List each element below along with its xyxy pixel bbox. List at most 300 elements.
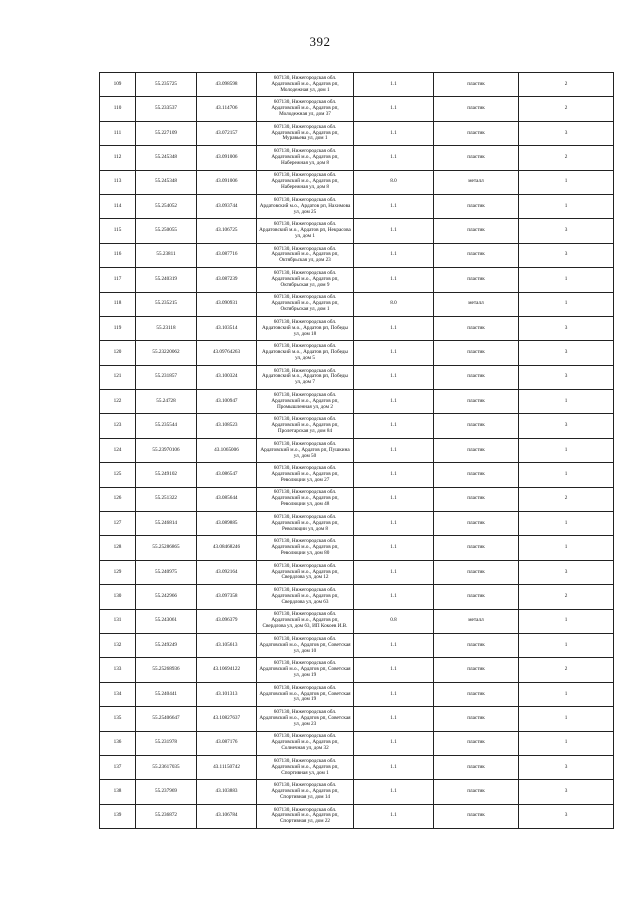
table-row (100, 585, 614, 609)
address-cell (257, 121, 354, 145)
table-row (100, 243, 614, 267)
latitude-cell: 55.251322 (136, 487, 197, 511)
material-cell: пластик (434, 268, 519, 292)
table-row (100, 194, 614, 218)
address-cell (257, 463, 354, 487)
address-line: Октябрьская ул, дом 9 (280, 281, 330, 288)
address-line: Ардатовский м.о., Ардатов рп, (271, 178, 339, 185)
latitude-cell: 55.235215 (136, 292, 197, 316)
longitude-cell: 43.09764263 (197, 341, 257, 365)
container-count-cell: 1 (519, 512, 614, 536)
material-cell: пластик (434, 97, 519, 121)
address-line: Ардатовский м.о., Ардатов рп, Нахимова (259, 202, 351, 209)
container-count-cell: 1 (519, 536, 614, 560)
latitude-cell: 55.23970106 (136, 438, 197, 462)
container-count-cell: 2 (519, 658, 614, 682)
address-line: Ардатовский м.о., Ардатов рп, Пушкина (260, 446, 350, 453)
address-line: Ардатовский м.о., Ардатов рп, (271, 397, 339, 404)
address-line: 607130, Нижегородская обл. (273, 782, 337, 789)
address-cell (257, 755, 354, 779)
material-cell: пластик (434, 633, 519, 657)
address-line: 607130, Нижегородская обл. (273, 635, 337, 642)
address-line: 607130, Нижегородская обл. (273, 343, 337, 350)
row-number-cell: 112 (100, 146, 136, 170)
table-row (100, 658, 614, 682)
volume-cell: 1.1 (354, 414, 434, 438)
address-line: Ардатовский м.о., Ардатов рп, Победы (262, 373, 348, 380)
material-cell: пластик (434, 707, 519, 731)
address-line: Ардатовский м.о., Ардатов рп, (271, 788, 339, 795)
container-count-cell: 1 (519, 731, 614, 755)
longitude-cell: 43.108523 (197, 414, 257, 438)
address-cell (257, 560, 354, 584)
address-line: Ардатовский м.о., Ардатов рп, (271, 251, 339, 258)
table-row (100, 146, 614, 170)
address-line: Спортивная ул, дом 1 (281, 769, 329, 776)
address-line: 607130, Нижегородская обл. (273, 733, 337, 740)
longitude-cell: 43.091006 (197, 170, 257, 194)
container-count-cell: 1 (519, 292, 614, 316)
volume-cell: 1.1 (354, 731, 434, 755)
address-line: Ардатовский м.о., Ардатов рп, (271, 470, 339, 477)
container-count-cell: 1 (519, 609, 614, 633)
address-line: 607130, Нижегородская обл. (273, 611, 337, 618)
container-count-cell: 1 (519, 463, 614, 487)
longitude-cell: 43.08468246 (197, 536, 257, 560)
address-line: Ардатовский м.о., Ардатов рп, (271, 617, 339, 624)
longitude-cell: 43.096379 (197, 609, 257, 633)
container-count-cell: 2 (519, 73, 614, 97)
address-cell (257, 585, 354, 609)
container-count-cell: 3 (519, 780, 614, 804)
longitude-cell: 43.100947 (197, 390, 257, 414)
latitude-cell: 55.236872 (136, 804, 197, 828)
latitude-cell: 55.249102 (136, 463, 197, 487)
address-line: Набережная ул, дом 8 (280, 184, 330, 191)
table-row (100, 780, 614, 804)
address-line: Ардатовский м.о., Ардатов рп, (271, 763, 339, 770)
address-line: Пролетарская ул, дом 84 (277, 428, 333, 435)
address-line: 607130, Нижегородская обл. (273, 318, 337, 325)
container-count-cell: 1 (519, 390, 614, 414)
row-number-cell: 122 (100, 390, 136, 414)
volume-cell: 8.0 (354, 292, 434, 316)
table-row (100, 487, 614, 511)
address-line: 607130, Нижегородская обл. (273, 123, 337, 130)
row-number-cell: 127 (100, 512, 136, 536)
latitude-cell: 55.242966 (136, 585, 197, 609)
address-cell (257, 536, 354, 560)
address-cell (257, 365, 354, 389)
address-line: ул, дом 23 (293, 720, 317, 727)
table-row (100, 316, 614, 340)
container-count-cell: 1 (519, 268, 614, 292)
material-cell: пластик (434, 390, 519, 414)
volume-cell: 1.1 (354, 463, 434, 487)
table-row (100, 219, 614, 243)
row-number-cell: 136 (100, 731, 136, 755)
volume-cell: 1.1 (354, 585, 434, 609)
latitude-cell: 55.23220062 (136, 341, 197, 365)
longitude-cell: 43.103514 (197, 316, 257, 340)
material-cell: пластик (434, 194, 519, 218)
row-number-cell: 117 (100, 268, 136, 292)
address-line: Свердлова ул, дом 12 (281, 574, 329, 581)
material-cell: металл (434, 292, 519, 316)
volume-cell: 8.0 (354, 170, 434, 194)
longitude-cell: 43.106784 (197, 804, 257, 828)
container-count-cell: 2 (519, 97, 614, 121)
table-body (100, 73, 614, 829)
volume-cell: 0.8 (354, 609, 434, 633)
address-cell (257, 390, 354, 414)
address-line: Ардатовский м.о., Ардатов рп, (271, 544, 339, 551)
page-number: 392 (309, 34, 331, 49)
row-number-cell: 121 (100, 365, 136, 389)
latitude-cell: 55.249249 (136, 633, 197, 657)
address-line: ул, дом 19 (293, 672, 317, 679)
row-number-cell: 125 (100, 463, 136, 487)
address-line: ул, дом 7 (295, 379, 315, 386)
longitude-cell: 43.105613 (197, 633, 257, 657)
container-count-cell: 1 (519, 682, 614, 706)
address-line: Ардатовский м.о., Ардатов рп, (271, 519, 339, 526)
longitude-cell: 43.093744 (197, 194, 257, 218)
address-line: 607130, Нижегородская обл. (273, 391, 337, 398)
container-count-cell: 3 (519, 560, 614, 584)
volume-cell: 1.1 (354, 755, 434, 779)
material-cell: пластик (434, 73, 519, 97)
address-line: Муравьева ул, дом 1 (282, 135, 328, 142)
address-line: 607130, Нижегородская обл. (273, 221, 337, 228)
address-line: Ардатовский м.о., Ардатов рп, Советская (259, 666, 351, 673)
longitude-cell: 43.114706 (197, 97, 257, 121)
row-number-cell: 118 (100, 292, 136, 316)
address-line: Промышленная ул, дом 2 (277, 403, 333, 410)
longitude-cell: 43.091006 (197, 146, 257, 170)
table-row (100, 707, 614, 731)
row-number-cell: 126 (100, 487, 136, 511)
material-cell: пластик (434, 365, 519, 389)
longitude-cell: 43.097358 (197, 585, 257, 609)
address-line: 607130, Нижегородская обл. (273, 172, 337, 179)
table-row (100, 463, 614, 487)
longitude-cell: 43.092164 (197, 560, 257, 584)
address-line: Ардатовский м.о., Ардатов рп, Победы (262, 349, 348, 356)
row-number-cell: 130 (100, 585, 136, 609)
address-line: Набережная ул, дом 8 (280, 159, 330, 166)
longitude-cell: 43.072157 (197, 121, 257, 145)
address-cell (257, 438, 354, 462)
address-line: 607130, Нижегородская обл. (273, 489, 337, 496)
volume-cell: 1.1 (354, 804, 434, 828)
material-cell: пластик (434, 487, 519, 511)
material-cell: пластик (434, 512, 519, 536)
row-number-cell: 139 (100, 804, 136, 828)
material-cell: пластик (434, 682, 519, 706)
row-number-cell: 128 (100, 536, 136, 560)
longitude-cell: 43.106725 (197, 219, 257, 243)
address-line: Ардатовский м.о., Ардатов рп, (271, 422, 339, 429)
address-line: Ардатовский м.о., Ардатов рп, (271, 812, 339, 819)
table-row (100, 414, 614, 438)
address-cell (257, 146, 354, 170)
container-count-cell: 3 (519, 755, 614, 779)
address-line: 607130, Нижегородская обл. (273, 587, 337, 594)
latitude-cell: 55.235544 (136, 414, 197, 438)
address-line: Ардатовский м.о., Ардатов рп, (271, 739, 339, 746)
address-line: 607130, Нижегородская обл. (273, 660, 337, 667)
container-count-cell: 3 (519, 316, 614, 340)
table-row (100, 682, 614, 706)
volume-cell: 1.1 (354, 438, 434, 462)
latitude-cell: 55.245348 (136, 146, 197, 170)
table-row (100, 341, 614, 365)
address-line: Ардатовский м.о., Ардатов рп, (271, 495, 339, 502)
longitude-cell: 43.103883 (197, 780, 257, 804)
material-cell: пластик (434, 463, 519, 487)
address-cell (257, 316, 354, 340)
volume-cell: 1.1 (354, 146, 434, 170)
container-count-cell: 1 (519, 170, 614, 194)
container-count-cell: 1 (519, 707, 614, 731)
material-cell: металл (434, 609, 519, 633)
address-line: Революции ул, дом 8 (281, 525, 328, 532)
address-line: 607130, Нижегородская обл. (273, 196, 337, 203)
material-cell: пластик (434, 341, 519, 365)
longitude-cell: 43.086547 (197, 463, 257, 487)
address-line: Октябрьская ул, дом 23 (279, 257, 331, 264)
container-count-cell: 3 (519, 804, 614, 828)
address-cell (257, 268, 354, 292)
volume-cell: 1.1 (354, 121, 434, 145)
table-row (100, 633, 614, 657)
volume-cell: 1.1 (354, 536, 434, 560)
address-line: ул, дом 10 (293, 647, 317, 654)
latitude-cell: 55.246814 (136, 512, 197, 536)
volume-cell: 1.1 (354, 365, 434, 389)
row-number-cell: 110 (100, 97, 136, 121)
material-cell: пластик (434, 585, 519, 609)
row-number-cell: 119 (100, 316, 136, 340)
longitude-cell: 43.11150742 (197, 755, 257, 779)
address-line: 607130, Нижегородская обл. (273, 269, 337, 276)
address-line: 607130, Нижегородская обл. (273, 74, 337, 81)
address-line: Спортивная ул, дом 14 (279, 793, 331, 800)
address-line: Октябрьская ул, дом 1 (280, 306, 330, 313)
volume-cell: 1.1 (354, 316, 434, 340)
address-line: ул, дом 50 (293, 452, 317, 459)
address-line: Ардатовский м.о., Ардатов рп, (271, 568, 339, 575)
address-line: 607130, Нижегородская обл. (273, 416, 337, 423)
address-line: Ардатовский м.о., Ардатов рп, Советская (259, 641, 351, 648)
material-cell: пластик (434, 804, 519, 828)
address-line: 607130, Нижегородская обл. (273, 684, 337, 691)
table-row (100, 170, 614, 194)
volume-cell: 1.1 (354, 682, 434, 706)
row-number-cell: 123 (100, 414, 136, 438)
address-cell (257, 243, 354, 267)
latitude-cell: 55.240975 (136, 560, 197, 584)
latitude-cell: 55.24728 (136, 390, 197, 414)
latitude-cell: 55.233537 (136, 97, 197, 121)
longitude-cell: 43.10694122 (197, 658, 257, 682)
address-line: Ардатовский м.о., Ардатов рп, Советская (259, 690, 351, 697)
material-cell: пластик (434, 536, 519, 560)
material-cell: пластик (434, 316, 519, 340)
container-count-cell: 2 (519, 146, 614, 170)
container-sites-table (99, 72, 614, 829)
table-row (100, 560, 614, 584)
address-line: ул, дом 25 (293, 208, 317, 215)
volume-cell: 1.1 (354, 341, 434, 365)
volume-cell: 1.1 (354, 487, 434, 511)
material-cell: пластик (434, 658, 519, 682)
latitude-cell: 55.245348 (136, 170, 197, 194)
table-row (100, 804, 614, 828)
table-row (100, 121, 614, 145)
address-line: Ардатовский м.о., Ардатов рп, (271, 300, 339, 307)
volume-cell: 1.1 (354, 390, 434, 414)
latitude-cell: 55.23811 (136, 243, 197, 267)
container-count-cell: 3 (519, 219, 614, 243)
latitude-cell: 55.25268936 (136, 658, 197, 682)
volume-cell: 1.1 (354, 707, 434, 731)
volume-cell: 1.1 (354, 243, 434, 267)
address-line: ул, дом 19 (293, 696, 317, 703)
address-cell (257, 487, 354, 511)
address-line: Ардатовский м.о., Ардатов рп, (271, 153, 339, 160)
row-number-cell: 120 (100, 341, 136, 365)
longitude-cell: 43.100324 (197, 365, 257, 389)
latitude-cell: 55.235725 (136, 73, 197, 97)
table-row (100, 512, 614, 536)
volume-cell: 1.1 (354, 780, 434, 804)
latitude-cell: 55.243061 (136, 609, 197, 633)
latitude-cell: 55.25286865 (136, 536, 197, 560)
address-cell (257, 292, 354, 316)
table-row (100, 755, 614, 779)
address-line: Ардатовский м.о., Ардатов рп, Некрасова (259, 227, 351, 234)
table-row (100, 73, 614, 97)
address-line: Свердлова ул, дом 63, ИП Кокоев И.В. (262, 623, 348, 630)
address-cell (257, 219, 354, 243)
address-cell (257, 73, 354, 97)
address-line: ул, дом 1 (295, 232, 315, 239)
address-line: Ардатовский м.о., Ардатов рп, (271, 80, 339, 87)
address-cell (257, 170, 354, 194)
address-line: Ардатовский м.о., Ардатов рп, Советская (259, 714, 351, 721)
address-line: Ардатовский м.о., Ардатов рп, Победы (262, 324, 348, 331)
address-line: Молодежная ул, дом 37 (279, 111, 331, 118)
latitude-cell: 55.240441 (136, 682, 197, 706)
table-row (100, 390, 614, 414)
address-line: 607130, Нижегородская обл. (273, 538, 337, 545)
address-line: 607130, Нижегородская обл. (273, 294, 337, 301)
address-cell (257, 97, 354, 121)
latitude-cell: 55.254052 (136, 194, 197, 218)
table-row (100, 268, 614, 292)
latitude-cell: 55.250055 (136, 219, 197, 243)
latitude-cell: 55.25406647 (136, 707, 197, 731)
address-line: ул, дом 5 (295, 354, 315, 361)
row-number-cell: 132 (100, 633, 136, 657)
row-number-cell: 137 (100, 755, 136, 779)
row-number-cell: 129 (100, 560, 136, 584)
address-cell (257, 707, 354, 731)
address-cell (257, 609, 354, 633)
row-number-cell: 134 (100, 682, 136, 706)
address-line: 607130, Нижегородская обл. (273, 367, 337, 374)
longitude-cell: 43.087176 (197, 731, 257, 755)
latitude-cell: 55.240319 (136, 268, 197, 292)
volume-cell: 1.1 (354, 73, 434, 97)
material-cell: пластик (434, 438, 519, 462)
row-number-cell: 111 (100, 121, 136, 145)
longitude-cell: 43.098598 (197, 73, 257, 97)
address-line: 607130, Нижегородская обл. (273, 708, 337, 715)
container-count-cell: 2 (519, 487, 614, 511)
container-count-cell: 1 (519, 633, 614, 657)
container-count-cell: 1 (519, 438, 614, 462)
address-cell (257, 512, 354, 536)
address-line: 607130, Нижегородская обл. (273, 562, 337, 569)
table-row (100, 731, 614, 755)
address-line: 607130, Нижегородская обл. (273, 806, 337, 813)
address-line: 607130, Нижегородская обл. (273, 99, 337, 106)
longitude-cell: 43.10827637 (197, 707, 257, 731)
latitude-cell: 55.23118 (136, 316, 197, 340)
address-cell (257, 194, 354, 218)
table-row (100, 536, 614, 560)
table-row (100, 365, 614, 389)
material-cell: пластик (434, 219, 519, 243)
address-cell (257, 341, 354, 365)
volume-cell: 1.1 (354, 560, 434, 584)
volume-cell: 1.1 (354, 219, 434, 243)
row-number-cell: 124 (100, 438, 136, 462)
latitude-cell: 55.23617035 (136, 755, 197, 779)
row-number-cell: 135 (100, 707, 136, 731)
latitude-cell: 55.231857 (136, 365, 197, 389)
address-line: Революции ул, дом 27 (280, 476, 330, 483)
latitude-cell: 55.231978 (136, 731, 197, 755)
address-cell (257, 780, 354, 804)
address-line: Солнечная ул, дом 32 (281, 745, 329, 752)
volume-cell: 1.1 (354, 658, 434, 682)
row-number-cell: 113 (100, 170, 136, 194)
longitude-cell: 43.087239 (197, 268, 257, 292)
address-cell (257, 658, 354, 682)
longitude-cell: 43.101313 (197, 682, 257, 706)
longitude-cell: 43.085644 (197, 487, 257, 511)
container-count-cell: 2 (519, 585, 614, 609)
address-line: Молодежная ул, дом 1 (280, 86, 330, 93)
row-number-cell: 114 (100, 194, 136, 218)
address-line: Свердлова ул, дом 63 (281, 598, 329, 605)
material-cell: пластик (434, 414, 519, 438)
row-number-cell: 133 (100, 658, 136, 682)
container-count-cell: 3 (519, 341, 614, 365)
address-cell (257, 682, 354, 706)
address-line: 607130, Нижегородская обл. (273, 757, 337, 764)
material-cell: пластик (434, 731, 519, 755)
address-line: 607130, Нижегородская обл. (273, 245, 337, 252)
material-cell: пластик (434, 243, 519, 267)
address-line: 607130, Нижегородская обл. (273, 440, 337, 447)
address-cell (257, 731, 354, 755)
longitude-cell: 43.087716 (197, 243, 257, 267)
